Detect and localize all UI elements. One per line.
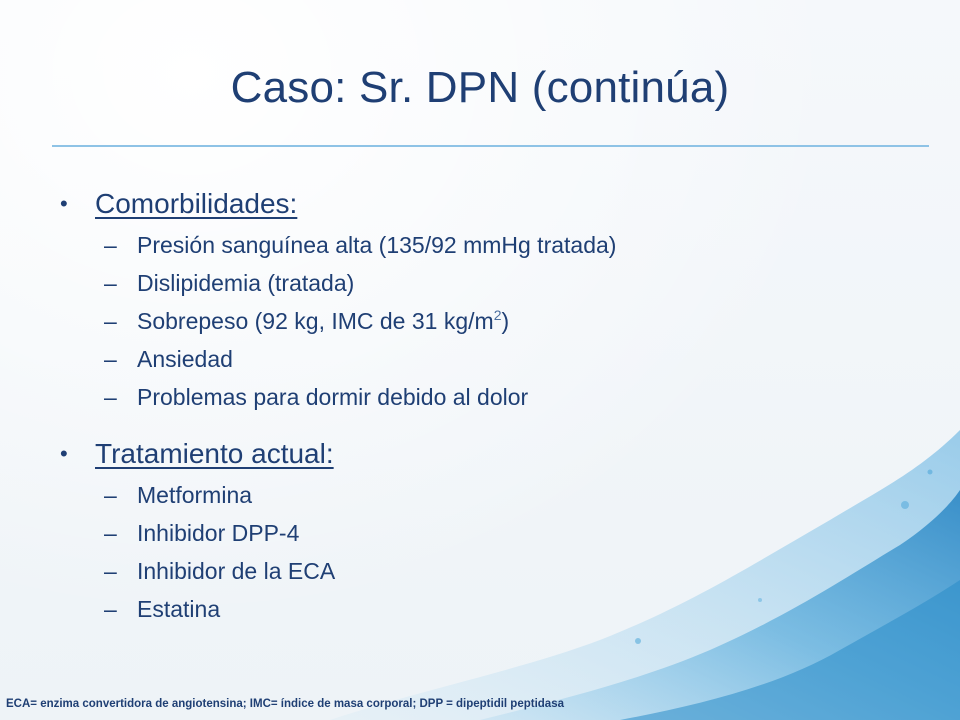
slide-title: Caso: Sr. DPN (continúa) xyxy=(230,63,730,112)
item-text: Sobrepeso (92 kg, IMC de 31 kg/m xyxy=(137,308,494,334)
list-item xyxy=(60,378,616,416)
heading-text: Comorbilidades: xyxy=(95,188,298,219)
footnote: ECA= enzima convertidora de angiotensina; IMC= índice de masa corporal; DPP = dipeptidil peptidasa xyxy=(6,698,564,710)
list-item xyxy=(60,514,335,552)
item-text: Ansiedad xyxy=(137,346,233,372)
item-text: Metformina xyxy=(137,482,253,508)
dash-icon: – xyxy=(104,308,117,334)
item-text: Dislipidemia (tratada) xyxy=(137,270,355,296)
bullet-icon: • xyxy=(60,191,68,216)
comorbidity-list xyxy=(60,226,616,416)
dash-icon: – xyxy=(104,384,117,410)
item-text: Inhibidor DPP-4 xyxy=(137,520,300,546)
list-item xyxy=(60,476,335,514)
item-text-tail: ) xyxy=(501,308,510,334)
dash-icon: – xyxy=(104,232,117,258)
item-text: Estatina xyxy=(137,596,221,622)
dash-icon: – xyxy=(104,520,117,546)
treatment-list xyxy=(60,476,335,628)
list-item xyxy=(60,302,616,340)
heading-text: Tratamiento actual: xyxy=(95,438,334,469)
dash-icon: – xyxy=(104,482,117,508)
item-text: Inhibidor de la ECA xyxy=(137,558,336,584)
title-divider xyxy=(52,145,929,147)
item-text: Problemas para dormir debido al dolor xyxy=(137,384,529,410)
item-text: Presión sanguínea alta (135/92 mmHg tratada) xyxy=(137,232,617,258)
dash-icon: – xyxy=(104,346,117,372)
list-item xyxy=(60,552,335,590)
section-comorbilidades xyxy=(60,186,616,416)
list-item xyxy=(60,226,616,264)
superscript: 2 xyxy=(493,307,502,323)
dash-icon: – xyxy=(104,270,117,296)
list-item xyxy=(60,264,616,302)
section-heading xyxy=(60,436,335,472)
section-tratamiento xyxy=(60,436,335,628)
list-item xyxy=(60,340,616,378)
dash-icon: – xyxy=(104,596,117,622)
list-item xyxy=(60,590,335,628)
section-heading xyxy=(60,186,616,222)
dash-icon: – xyxy=(104,558,117,584)
bullet-icon: • xyxy=(60,441,68,466)
